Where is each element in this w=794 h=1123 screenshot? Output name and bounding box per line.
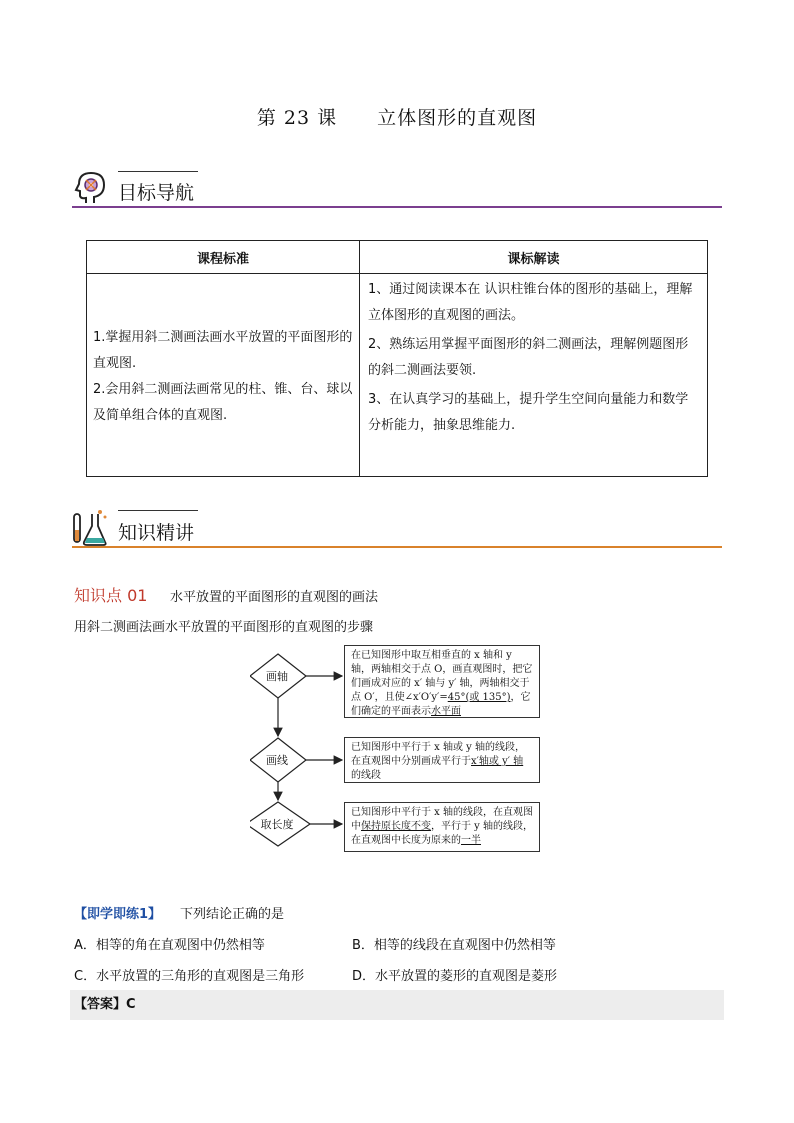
option-b: B．相等的线段在直观图中仍然相等 bbox=[352, 938, 556, 953]
section-header-rule bbox=[118, 510, 198, 511]
option-a: A．相等的角在直观图中仍然相等 bbox=[74, 938, 265, 953]
interpretation-item: 1、通过阅读课本在 认识柱锥台体的图形的基础上，理解立体图形的直观图的画法。 bbox=[368, 282, 693, 323]
answer-box bbox=[70, 990, 724, 1020]
page-title: 第 23 课 立体图形的直观图 bbox=[256, 107, 538, 129]
flow-key-term: 保持原长度不变 bbox=[361, 821, 431, 832]
flow-text: 已知图形中平行于 x 轴的线段，在直观图中 bbox=[351, 807, 533, 832]
section-header-rule bbox=[118, 171, 198, 172]
interpretation-item: 3、在认真学习的基础上，提升学生空间向量能力和数学分析能力，抽象思维能力. bbox=[368, 392, 689, 433]
flow-key-term: 水平面 bbox=[431, 706, 461, 717]
option-d: D．水平放置的菱形的直观图是菱形 bbox=[352, 969, 558, 984]
flow-step-box bbox=[344, 737, 540, 783]
flow-step-label: 画线 bbox=[266, 754, 288, 767]
section-divider-knowledge bbox=[72, 546, 722, 548]
flow-key-term: 45°(或 135°) bbox=[447, 692, 511, 703]
flow-text: 已知图形中平行于 x 轴或 y 轴的线段，在直观图中分别画成平行于 bbox=[351, 742, 526, 767]
flow-key-term: 一半 bbox=[461, 835, 481, 846]
knowledge-point-label: 知识点 01 bbox=[74, 586, 148, 605]
head-gears-icon bbox=[72, 167, 110, 207]
lab-flask-icon bbox=[70, 508, 108, 548]
flow-text: ，它们确定的平面表示 bbox=[351, 692, 531, 717]
flow-text: 的线段 bbox=[351, 770, 381, 781]
flow-step-label: 画轴 bbox=[266, 670, 288, 683]
flow-text: ，平行于 y 轴的线段，在直观图中长度为原来的 bbox=[351, 821, 534, 846]
table-header-interpretation: 课标解读 bbox=[360, 241, 708, 274]
answer-value: C bbox=[126, 997, 136, 1012]
exercise-question: 下列结论正确的是 bbox=[180, 907, 285, 922]
flow-step-label: 取长度 bbox=[260, 818, 294, 831]
knowledge-point-title: 水平放置的平面图形的直观图的画法 bbox=[170, 590, 379, 605]
answer-label: 【答案】 bbox=[74, 997, 127, 1012]
flow-step-box bbox=[344, 802, 540, 852]
standards-table bbox=[86, 240, 708, 477]
flow-text: 在已知图形中取互相垂直的 x 轴和 y 轴，两轴相交于点 O，画直观图时，把它们画成对应的 x′ 轴与 y′ 轴，两轴相交于点 O′，且使∠x′O′y′= bbox=[351, 650, 533, 703]
standards-cell bbox=[87, 274, 360, 477]
standard-item: 2.会用斜二测画法画常见的柱、锥、台、球以及简单组合体的直观图. bbox=[93, 382, 353, 423]
exercise-label: 【即学即练1】 bbox=[74, 907, 162, 922]
section-title-goals: 目标导航 bbox=[118, 182, 195, 204]
interpretation-item: 2、熟练运用掌握平面图形的斜二测画法，理解例题图形的斜二测画法要领. bbox=[368, 337, 689, 378]
knowledge-point-intro: 用斜二测画法画水平放置的平面图形的直观图的步骤 bbox=[74, 620, 374, 635]
option-c: C．水平放置的三角形的直观图是三角形 bbox=[74, 969, 305, 984]
flow-key-term: x′轴或 y′ 轴 bbox=[471, 756, 524, 767]
interpretation-cell bbox=[360, 274, 708, 477]
section-divider-goals bbox=[72, 206, 722, 208]
standard-item: 1.掌握用斜二测画法画水平放置的平面图形的直观图. bbox=[93, 330, 353, 371]
flow-step-box bbox=[344, 645, 540, 718]
section-title-knowledge: 知识精讲 bbox=[118, 522, 195, 544]
table-header-standard: 课程标准 bbox=[87, 241, 360, 274]
